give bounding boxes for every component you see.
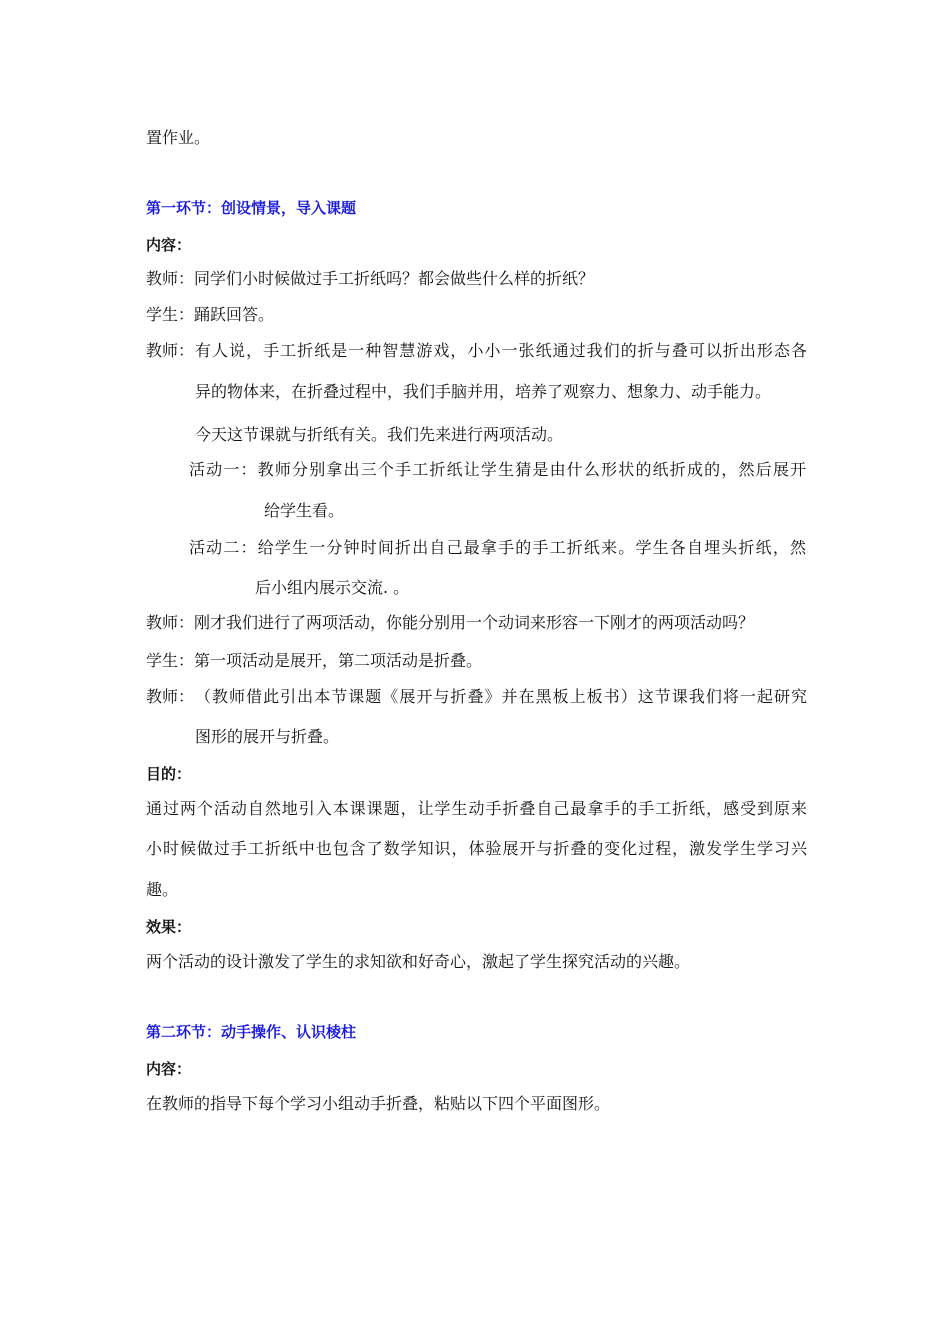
- paragraph-teacher-3: [146, 612, 754, 634]
- activity2-line1: 活动二：给学生一分钟时间折出自己最拿手的手工折纸来。学生各自埋头折纸，然: [189, 538, 806, 557]
- section2-paragraph: 在教师的指导下每个学习小组动手折叠，粘贴以下四个平面图形。: [146, 1094, 611, 1113]
- paragraph-teacher-4-line1: （教师借此引出本节课题《展开与折叠》并在黑板上板书）这节课我们将一起研究: [195, 687, 807, 706]
- paragraph-teacher-4-line2: 图形的展开与折叠。: [195, 727, 340, 746]
- section1-content-label: 内容：: [146, 236, 192, 254]
- purpose-label: 目的：: [146, 765, 192, 783]
- section2-heading: 第二环节：动手操作、认识棱柱: [146, 1023, 357, 1041]
- effect-text: 两个活动的设计激发了学生的求知欲和好奇心，激起了学生探究活动的兴趣。: [146, 952, 691, 971]
- purpose-line1: 通过两个活动自然地引入本课课题，让学生动手折叠自己最拿手的手工折纸，感受到原来: [146, 799, 807, 818]
- paragraph-teacher-2-speaker: 教师：: [146, 341, 195, 360]
- speaker-label: 学生：: [146, 305, 195, 324]
- line-top: 置作业。: [146, 128, 211, 147]
- activity1-line1: 活动一：教师分别拿出三个手工折纸让学生猜是由什么形状的纸折成的，然后展开: [189, 460, 806, 479]
- speaker-label: 教师：: [146, 269, 195, 288]
- paragraph-student-2: [146, 650, 482, 672]
- purpose-line3: 趣。: [146, 880, 179, 899]
- paragraph-text: 第一项活动是展开，第二项活动是折叠。: [194, 651, 483, 670]
- paragraph-teacher-4-speaker: 教师：: [146, 687, 195, 706]
- section2-content-label: 内容：: [146, 1060, 192, 1078]
- effect-label: 效果：: [146, 918, 192, 936]
- speaker-label: 教师：: [146, 613, 195, 632]
- activity2-line2: 后小组内展示交流. 。: [255, 578, 410, 597]
- activity1-line2: 给学生看。: [264, 501, 345, 520]
- paragraph-text: 刚才我们进行了两项活动，你能分别用一个动词来形容一下刚才的两项活动吗？: [194, 613, 755, 632]
- paragraph-teacher-1: [146, 268, 594, 290]
- paragraph-student-1: [146, 304, 274, 326]
- speaker-label: 学生：: [146, 651, 195, 670]
- paragraph-teacher-2-line1: 有人说，手工折纸是一种智慧游戏，小小一张纸通过我们的折与叠可以折出形态各: [195, 341, 807, 360]
- paragraph-teacher-2-line3: 今天这节课就与折纸有关。我们先来进行两项活动。: [195, 425, 564, 444]
- paragraph-text: 同学们小时候做过手工折纸吗？都会做些什么样的折纸？: [194, 269, 595, 288]
- paragraph-teacher-2-line2: 异的物体来，在折叠过程中，我们手脑并用，培养了观察力、想象力、动手能力。: [195, 382, 772, 401]
- purpose-line2: 小时候做过手工折纸中也包含了数学知识，体验展开与折叠的变化过程，激发学生学习兴: [146, 839, 807, 858]
- section1-heading: 第一环节：创设情景，导入课题: [146, 199, 357, 217]
- paragraph-text: 踊跃回答。: [194, 305, 275, 324]
